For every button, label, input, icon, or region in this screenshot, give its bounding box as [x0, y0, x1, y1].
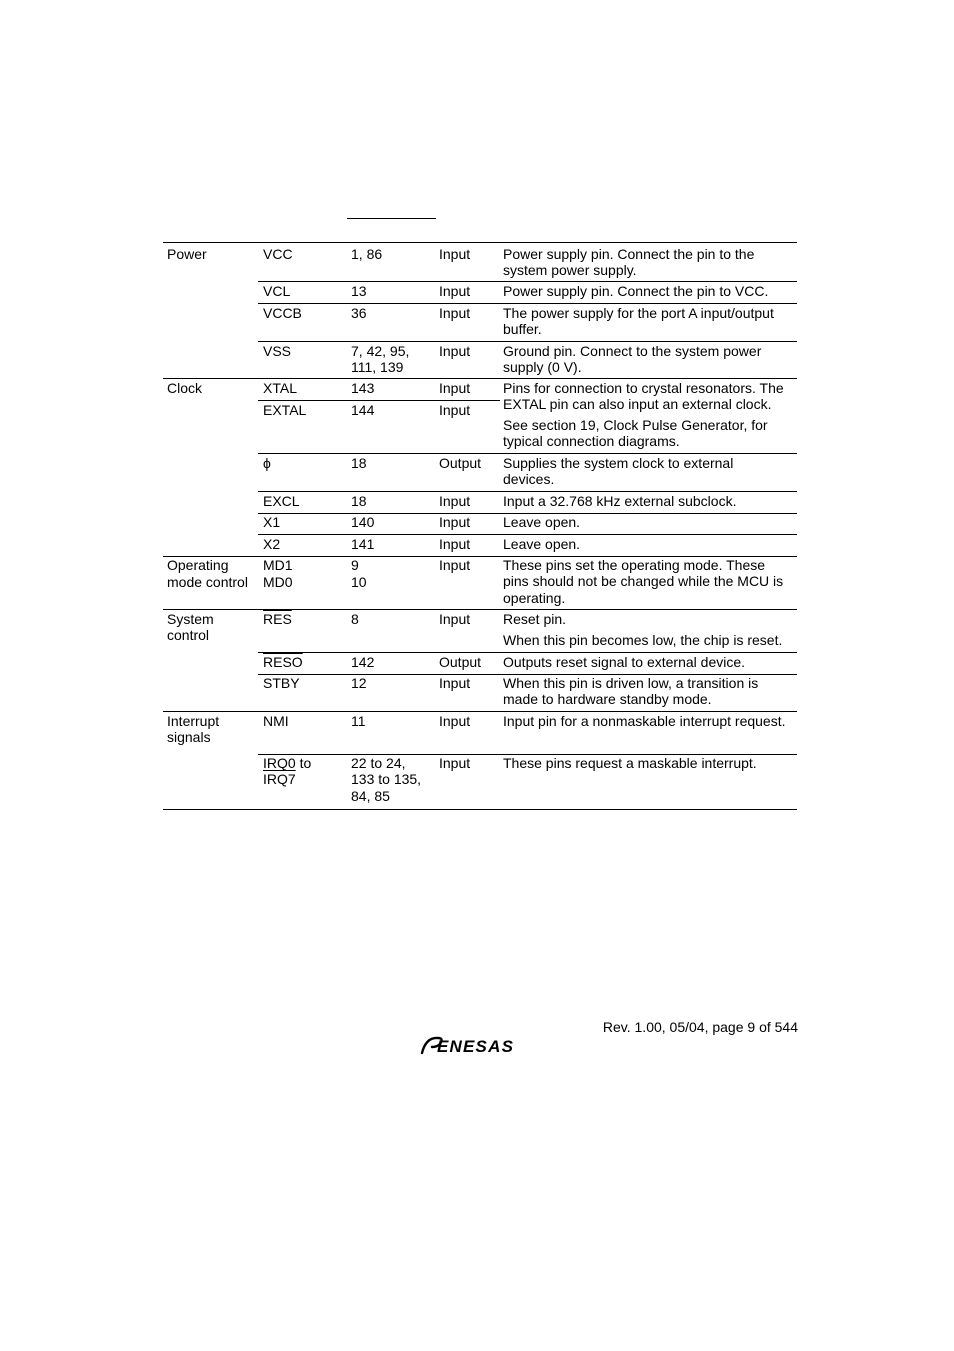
io-cell: Input [439, 380, 471, 396]
symbol-cell: MD1 [263, 557, 293, 573]
pin-number-cell: 111, 139 [351, 359, 404, 375]
function-cell: System [167, 611, 214, 627]
description-cell: Supplies the system clock to external [503, 455, 734, 471]
group-divider [163, 609, 797, 610]
pin-number-cell: 18 [351, 455, 367, 471]
io-cell: Input [439, 343, 471, 359]
description-cell: operating. [503, 590, 566, 606]
pin-number-cell: 142 [351, 654, 375, 670]
symbol-to: to [295, 755, 312, 771]
description-cell: The power supply for the port A input/output [503, 305, 774, 321]
description-cell: typical connection diagrams. [503, 433, 680, 449]
symbol-cell: MD0 [263, 574, 293, 590]
pin-function-table [163, 242, 797, 810]
description-cell: Pins for connection to crystal resonators. The [503, 380, 784, 396]
row-divider [258, 453, 797, 454]
io-cell: Input [439, 493, 471, 509]
io-cell: Input [439, 402, 471, 418]
description-cell: pins should not be changed while the MCU is [503, 573, 784, 589]
description-cell: Reset pin. [503, 611, 567, 627]
description-cell: Leave open. [503, 514, 581, 530]
row-divider [258, 400, 500, 401]
row-divider [258, 281, 797, 282]
function-cell: signals [167, 729, 211, 745]
function-cell: mode control [167, 574, 248, 590]
svg-text:ENESAS: ENESAS [437, 1037, 515, 1056]
symbol-cell: EXCL [263, 493, 300, 509]
pin-number-cell: 18 [351, 493, 367, 509]
io-cell: Input [439, 611, 471, 627]
pin-number-cell: 22 to 24, [351, 755, 406, 771]
pin-number-cell: 11 [351, 713, 366, 729]
row-divider [258, 303, 797, 304]
symbol-cell: X1 [263, 514, 281, 530]
pin-number-cell: 133 to 135, [351, 771, 422, 787]
description-cell: EXTAL pin can also input an external clock. [503, 396, 772, 412]
symbol-cell: $\overline{RES}$ [263, 611, 292, 627]
function-cell: Power [167, 246, 207, 262]
io-cell: Output [439, 455, 482, 471]
function-cell: Clock [167, 380, 203, 396]
symbol-cell: XTAL [263, 380, 297, 396]
group-divider [163, 711, 797, 712]
pin-number-cell: 143 [351, 380, 375, 396]
description-cell: system power supply. [503, 262, 637, 278]
description-cell: Outputs reset signal to external device. [503, 654, 746, 670]
symbol-cell: NMI [263, 713, 289, 729]
io-cell: Input [439, 675, 471, 691]
io-cell: Output [439, 654, 482, 670]
function-cell: control [167, 627, 210, 643]
symbol-cell: ϕ [263, 455, 271, 471]
pin-number-cell: 141 [351, 536, 375, 552]
io-cell: Input [439, 283, 471, 299]
symbol-cell: VCC [263, 246, 293, 262]
pin-number-cell: 84, 85 [351, 788, 390, 804]
io-cell: Input [439, 557, 471, 573]
symbol-cell [263, 755, 311, 772]
io-cell: Input [439, 514, 471, 530]
symbol-cell: X2 [263, 536, 281, 552]
group-divider [163, 378, 797, 379]
description-cell: buffer. [503, 321, 542, 337]
pin-number-cell: 144 [351, 402, 375, 418]
pin-number-cell: 13 [351, 283, 367, 299]
description-cell: Ground pin. Connect to the system power [503, 343, 762, 359]
pin-number-cell: 12 [351, 675, 367, 691]
row-divider [258, 491, 797, 492]
header-rule [347, 218, 436, 219]
symbol-irq0: IRQ0 [263, 755, 296, 771]
symbol-cell: VSS [263, 343, 292, 359]
pin-number-cell: 140 [351, 514, 375, 530]
description-cell: devices. [503, 471, 555, 487]
description-cell: These pins set the operating mode. These [503, 557, 766, 573]
function-cell: Interrupt [167, 713, 220, 729]
row-divider [258, 534, 797, 535]
description-cell: Power supply pin. Connect the pin to VCC. [503, 283, 769, 299]
pin-number-cell: 10 [351, 574, 367, 590]
pin-number-cell: 9 [351, 557, 359, 573]
page-footer: Rev. 1.00, 05/04, page 9 of 544 [602, 1019, 798, 1035]
pin-number-cell: 1, 86 [351, 246, 383, 262]
description-cell: These pins request a maskable interrupt. [503, 755, 757, 771]
io-cell: Input [439, 755, 471, 771]
description-cell: Leave open. [503, 536, 581, 552]
description-cell: Power supply pin. Connect the pin to the [503, 246, 755, 262]
symbol-cell: VCL [263, 283, 291, 299]
symbol-cell: IRQ7 [263, 771, 296, 787]
description-cell: made to hardware standby mode. [503, 691, 712, 707]
io-cell: Input [439, 246, 471, 262]
io-cell: Input [439, 305, 471, 321]
pin-number-cell: 36 [351, 305, 367, 321]
pin-number-cell: 8 [351, 611, 359, 627]
row-divider [258, 341, 797, 342]
description-cell: When this pin becomes low, the chip is reset. [503, 632, 783, 648]
symbol-cell: EXTAL [263, 402, 307, 418]
description-cell: See section 19, Clock Pulse Generator, for [503, 417, 768, 433]
renesas-logo [420, 1032, 542, 1058]
description-cell: Input pin for a nonmaskable interrupt request. [503, 713, 786, 729]
symbol-cell: STBY [263, 675, 300, 691]
description-cell: supply (0 V). [503, 359, 582, 375]
io-cell: Input [439, 713, 471, 729]
description-cell: When this pin is driven low, a transition is [503, 675, 759, 691]
row-divider [258, 652, 797, 653]
description-cell: Input a 32.768 kHz external subclock. [503, 493, 737, 509]
symbol-cell: RESO [263, 654, 303, 670]
function-cell: Operating [167, 557, 229, 573]
pin-number-cell: 7, 42, 95, [351, 343, 410, 359]
symbol-cell: VCCB [263, 305, 302, 321]
io-cell: Input [439, 536, 471, 552]
